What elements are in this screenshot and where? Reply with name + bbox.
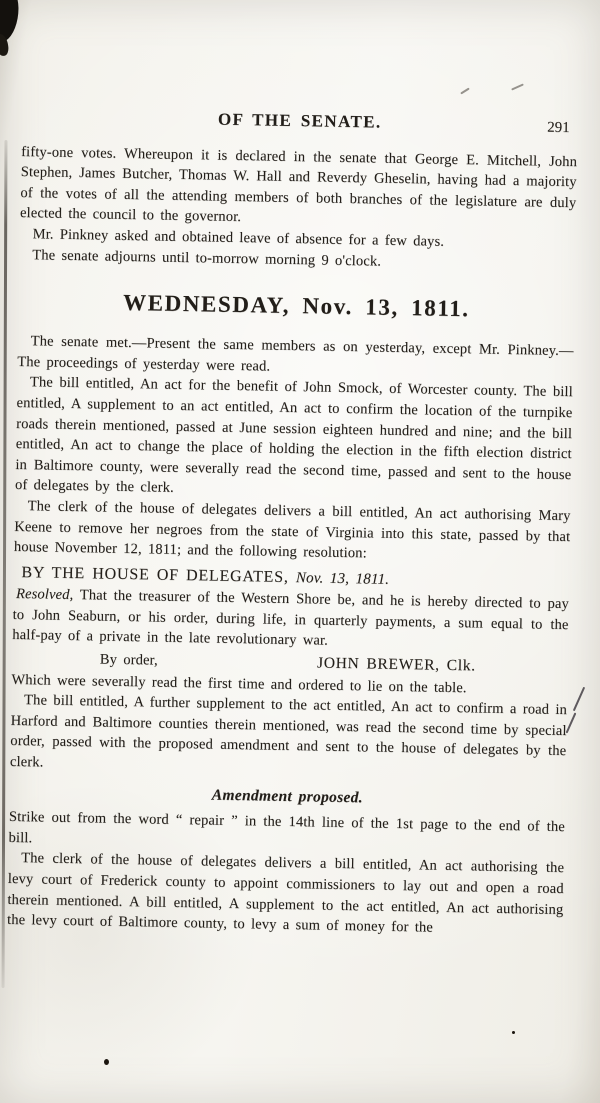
paragraph-members-present: The senate met.—Present the same members as on yesterday, except Mr. Pinkney.—The proceedings of yesterday were read. [17,333,574,375]
house-of-delegates-date: Nov. 13, 1811. [295,569,390,588]
resolution-lead: Resolved, [15,586,74,604]
pen-mark-artifact [573,687,586,712]
pencil-tick-artifact [511,83,524,90]
pencil-tick-artifact [460,88,470,95]
paragraph-bills-second-reading: The bill entitled, An act for the benefit of John Smock, of Worcester county. The bill entitled, A supplement to an act entitled, An act to confirm the location of the turnpike roads therein mentioned, passed at June session eighteen hundred and nine; and the bill entitled, An act to change the place of holding the election in the fifth election district in Baltimore county, were severally read the second time, passed and sent to the house of delegates by the clerk. [14,374,573,497]
ink-speck-artifact [104,1059,109,1065]
paragraph-strike-amendment: Strike out from the word “ repair ” in the 14th line of the 1st page to the end of the bill. [8,809,566,847]
resolution-body: That the treasurer of the Western Shore be, and he is hereby directed to pay to John Seaburn, or his order, during life, in quarterly payments, a sum equal to the half-pay of a private in the late revolutionary war. [12,587,570,650]
pen-mark-artifact [565,713,576,734]
paragraph-election-result: fifty-one votes. Whereupon it is declared in the senate that George E. Mitchell, John Stephen, James Butcher, Thomas W. Hall and Reverdy Gheselin, having had a majority of the votes of all the attending members of both branches of the legislature are duly elected the council to the governor. [19,143,578,226]
running-header-title: OF THE SENATE. [217,109,382,132]
ink-speck-artifact [512,1031,515,1034]
paragraph-road-bill: The bill entitled, A further supplement to the act entitled, An act to confirm a road in Harford and Baltimore counties therein mentioned, was read the second time by special order, passed with the proposed amendment and sent to the house of delegates by the clerk. [9,692,568,771]
paragraph-adjournment: The senate adjourns until to-morrow morning 9 o'clock. [32,246,382,270]
running-header [22,106,578,137]
paragraph-first-reading: Which were severally read the first time and ordered to lie on the table. [11,671,467,696]
resolution-paragraph [12,584,569,656]
session-date-heading: WEDNESDAY, Nov. 13, 1811. [122,290,470,322]
paragraph-frederick-bill: The clerk of the house of delegates delivers a bill entitled, An act authorising the levy court of Frederick county to appoint commissioners to lay out and open a road therein mentioned. A bill entitled, A supplement to the act entitled, An act authorising the levy court of Baltimore county, to levy a sum of money for the [6,850,565,936]
page-number: 291 [547,119,570,137]
by-order-label: By order, [99,651,158,669]
amendment-heading: Amendment proposed. [211,786,364,806]
clerk-signature: JOHN BREWER, Clk. [316,654,476,675]
paragraph-pinkney-leave: Mr. Pinkney asked and obtained leave of absence for a few days. [32,226,445,250]
paragraph-keene-bill: The clerk of the house of delegates delivers a bill entitled, An act authorising Mary Keene to remove her negroes from the state of Virginia into this state, passed by that house November 12, 1811; and the following resolution: [13,498,571,562]
binding-edge-shadow [2,140,7,988]
house-of-delegates-label: BY THE HOUSE OF DELEGATES, [21,563,289,586]
page-content [7,106,578,941]
